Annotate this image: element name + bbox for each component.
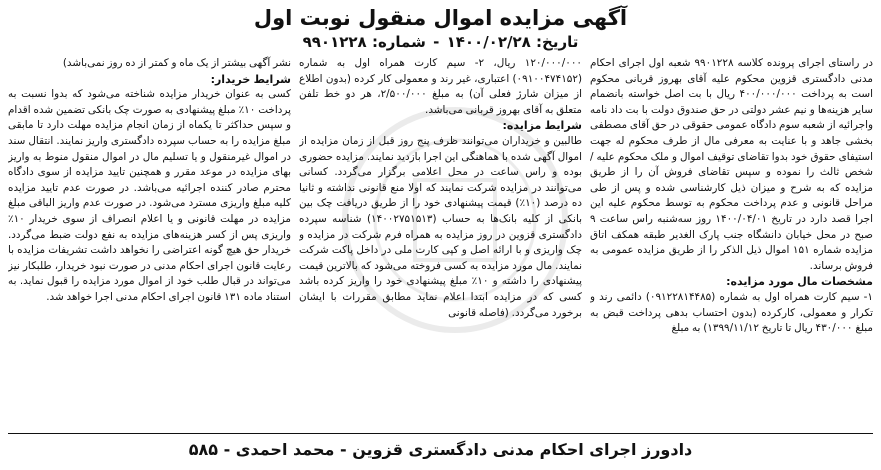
column-left (8, 56, 291, 416)
property-specs-paragraph: ۱- سیم کارت همراه اول به شماره (۰۹۱۲۲۸۱۴۴۸۵) دائمی رند و تکرار و معمولی، کارکرده (بدون احتساب بدهی پرداخت قبض به مبلغ ۴۳۰/۰۰۰ ریال تا تاریخ ۱۳۹۹/۱۱/۱۲) به مبلغ (590, 290, 873, 335)
buyer-conditions-paragraph: کسی به عنوان خریدار مزایده شناخته می‌شود که بدوا نسبت به پرداخت ۱۰٪ مبلغ پیشنهادی به صورت چک بانکی تضمین شده اقدام و سپس حداکثر تا یکماه از زمان انجام مزایده مهلت دارد تا مابقی مبلغ مزایده را به حساب سپرده دادگستری واریز نمایند. انتقال سند در اموال غیرمنقول و یا تسلیم مال در اموال منقول منوط به واریز بهای مزایده در موعد مقرر و همچنین تایید مزایده از سوی دادگاه محترم صادر کننده اجرائیه می‌باشد. در صورت عدم تایید مزایده کلیه مبلغ واریزی مسترد می‌شود. در صورت عدم واریز الباقی مبلغ مزایده در مهلت قانونی و یا اعلام انصراف از سوی خریدار ۱۰٪ واریزی پس از کسر هزینه‌های مزایده به نفع دولت ضبط می‌گردد. خریدار حق هیچ گونه اعتراضی را نخواهد داشت تشریفات مزایده با رعایت قانون اجرای احکام مدنی در صورت نبود خریدار، طلبکار نیز می‌تواند در قبال طلب خود از اموال مورد مزایده را قبول نماید. به استناد ماده ۱۳۱ قانون اجرای احکام مدنی اجرا خواهد شد. (8, 88, 291, 303)
notice-body (8, 56, 873, 416)
separator: - (433, 33, 440, 51)
buyer-conditions-heading: شرایط خریدار: (210, 72, 291, 86)
notice-number: شماره: ۹۹۰۱۲۲۸ (302, 33, 426, 51)
column-middle (299, 56, 582, 416)
notice-title: آگهی مزایده اموال منقول نوبت اول (253, 6, 628, 30)
column-right (590, 56, 873, 416)
property-specs-heading: مشخصات مال مورد مزایده: (726, 275, 873, 289)
legal-interval-note: نشر آگهی بیشتر از یک ماه و کمتر از ده روز نمی‌باشد) (62, 57, 291, 69)
auction-conditions-paragraph: طالبین و خریداران می‌توانند ظرف پنج روز قبل از زمان مزایده از اموال آگهی شده با هماهنگی این اجرا بازدید نمایند. مزایده حضوری بوده و راس ساعت در محل اعلامی برگزار می‌گردد. کسانی می‌توانند در مزایده شرکت نمایند که اولا منع قانونی نداشته و ثانیا ده درصد (۱۰٪) قیمت پیشنهادی خود را از طریق دریافت چک بین بانکی از کلیه بانک‌ها به حساب (۱۴۰۰۲۷۵۱۵۱۳) شناسه سپرده دادگستری قزوین در روز مزایده به همراه فرم شرکت در مزایده و چک واریزی و با ارائه اصل و کپی کارت ملی در داخل پاکت شرکت نمایند. مال مورد مزایده به کسی فروخته می‌شود که بالاترین قیمت پیشنهادی را داشته و ۱۰٪ مبلغ پیشنهادی خود را واریز کرده باشد کسی که در مزایده ابتدا اعلام نماید مطابق مقررات با ایشان برخورد می‌گردد. (فاصله قانونی (299, 134, 582, 319)
property-specs-continued: ۱۲۰/۰۰۰/۰۰۰ ریال، ۲- سیم کارت همراه اول به شماره (۰۹۱۰۰۴۷۴۱۵۲) اعتباری، غیر رند و معمولی کار کرده (بدون اطلاع از میزان شارژ فعلی آن) به مبلغ ۲/۵۰۰/۰۰۰، هر دو خط تلفن متعلق به آقای بهروز قربانی می‌باشد. (299, 57, 582, 116)
notice-date: تاریخ: ۱۴۰۰/۰۲/۲۸ (446, 33, 579, 51)
notice-date-number (8, 32, 873, 54)
signature-line: دادورز اجرای احکام مدنی دادگستری قزوین - محمد احمدی - ۵۸۵ (8, 433, 873, 466)
auction-conditions-heading: شرایط مزایده: (502, 119, 582, 133)
intro-paragraph: در راستای اجرای پرونده کلاسه ۹۹۰۱۲۲۸ شعبه اول اجرای احکام مدنی دادگستری قزوین محکوم علیه آقای بهروز قربانی محکوم است به پرداخت ۴۰۰/۰۰۰/۰۰۰ ریال با بت اصل خواسته بانضمام سایر هزینه‌ها و نیم عشر دولتی در حق صندوق دولت با بت داد نامه واجرائیه از شعبه سوم دادگاه عمومی حقوقی در حق آقای مصطفی بخشی جاهد و با عنایت به معرفی مال از طرف محکوم له جهت استیفای حقوق خود بدوا تقاضای توقیف اموال و ملک محکوم علیه / شخص ثالث را نموده و سپس تقاضای فروش آن را از طریق مزایده که به شرح و میزان ذیل کارشناسی شده و پس از طی مراحل قانونی و عدم پرداخت محکوم به توسط محکوم علیه این اجرا قصد دارد در تاریخ ۱۴۰۰/۰۴/۰۱ روز سه‌شنبه راس ساعت ۹ صبح در محل خیابان دانشگاه جنب پارک الغدیر طبقه همکف اتاق مزایده شماره ۱۵۱ اموال ذیل الذکر را از طریق مزایده عمومی به فروش برساند. (590, 57, 873, 272)
